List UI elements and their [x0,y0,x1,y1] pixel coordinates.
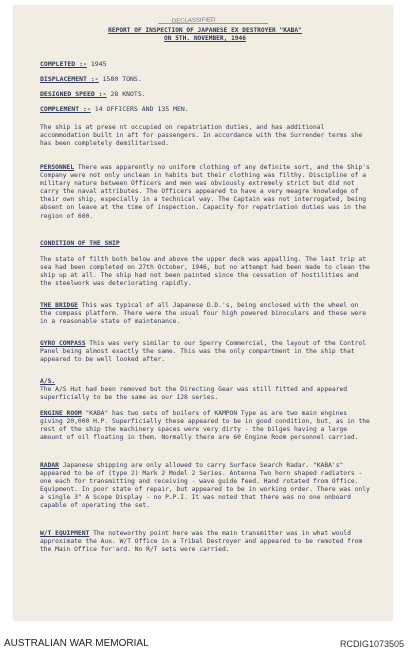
condition-paragraph [40,256,370,288]
para-text: There was apparently no uniform clothing of any definite sort, and the Ship's Company were not only unclean in habits but their clothing was filthy. Discipline of a military nature between Officers and men was obviously extremely strict but did not carry the naval attributes. The Officers appeared to have a very meagre knowledge of their own ship, especially in a technical way. The Captain was not interrogated, being absent on leave at the time of inspection. Capacity for repatriation duties was in the region of 600. [40,164,370,220]
as-paragraph [40,386,370,402]
spec-label: DISPLACEMENT :- [40,75,99,83]
as-heading [40,378,370,386]
para-heading: PERSONNEL [40,164,75,171]
spec-label: COMPLETED :- [40,60,87,68]
gyro-compass-section [40,340,370,364]
declassified-stamp: DECLASSIFIED [171,17,216,25]
archive-footer [0,634,410,654]
spec-completed [40,60,107,68]
spec-label: COMPLEMENT :- [40,105,91,113]
spec-value: 1945 [90,60,107,68]
spec-complement [40,105,189,113]
para-text: Japanese shipping are only allowed to carry Surface Search Radar. "KABA's" appeared to be of (type 2) Mark 2 Model 2 Series. Antenna Two horn shaped radiators - one each for transmitting and receiving - wave guide feed. Hand rotated from Office. Equipment. In poor state of repair, but appeared to be in working order. There was only a single 3" A Scope Display - no P.P.I. It was noted that there was no one onboard capable of operating the set. [40,462,370,510]
intro-paragraph [40,124,370,148]
para-heading: GYRO COMPASS [40,340,86,347]
para-heading: A/S. [40,378,56,385]
para-heading: CONDITION OF THE SHIP [40,240,120,247]
para-text: The A/S Hut had been removed but the Directing Gear was still fitted and appeared superficially to be the same as our 128 series. [40,386,348,402]
condition-heading [40,240,370,248]
radar-section [40,462,370,511]
spec-value: 28 KNOTS. [110,90,146,98]
para-heading: ENGINE ROOM [40,410,82,417]
report-date: ON 5TH. NOVEMBER, 1946 [164,35,246,42]
para-heading: W/T EQUIPMENT [40,530,90,537]
para-text: The ship is at prese nt occupied on repatriation duties, and has additional accommodation built in aft for passengers. In accordance with the Surrender terms she has been completely demilitarised. [40,124,363,148]
personnel-section [40,164,370,221]
spec-label: DESIGNED SPEED :- [40,90,107,98]
spec-designed-speed [40,90,146,98]
para-heading: RADAR [40,462,59,469]
para-text: This was very similar to our Sperry Commercial, the layout of the Control Panel being almost exactly the same. This was the only compartment in the ship that appeared to be well looked after. [40,340,367,364]
spec-displacement [40,75,142,83]
wt-equipment-section [40,530,370,554]
para-text: This was typical of all Japanese D.D.'s, being enclosed with the wheel on the compass platform. There were the usual four high powered binoculars and these were in a reasonable state of maintenance. [40,302,367,326]
para-text: The noteworthy point here was the main transmitter was in what would approximate the Aux. W/T Office in a Tribal Destroyer and appeared to be remoted from the Main Office for'ard. No R/T sets were carried. [40,530,363,554]
spec-value: 14 OFFICERS AND 135 MEN. [94,105,189,113]
report-title: REPORT OF INSPECTION OF JAPANESE EX DESTROYER "KABA" [108,27,302,34]
archive-name: AUSTRALIAN WAR MEMORIAL [4,638,149,649]
para-text: The state of filth both below and above the upper deck was appalling. The last trip at sea had been completed on 27th October, 1946, but no attempt had been made to clean the ship up at all. The ship had not been painted since the cessation of hostilities and the steelwork was deteriorating rapidly. [40,256,370,288]
record-id: RCDIG1073505 [339,639,404,649]
bridge-section [40,302,370,326]
para-heading: THE BRIDGE [40,302,78,309]
engine-room-section [40,410,370,442]
spec-value: 1580 TONS. [102,75,142,83]
para-text: "KABA" has two sets of boilers of KAMPON Type as are two main engines giving 20,000 H.P. Superficially these appeared to be in good condition, but, as in the rest of the ship the machinery spaces were very dirty - the bilges having a large amount of oil floating in them. Normally there are 60 Engine Room personnel carried. [40,410,370,442]
